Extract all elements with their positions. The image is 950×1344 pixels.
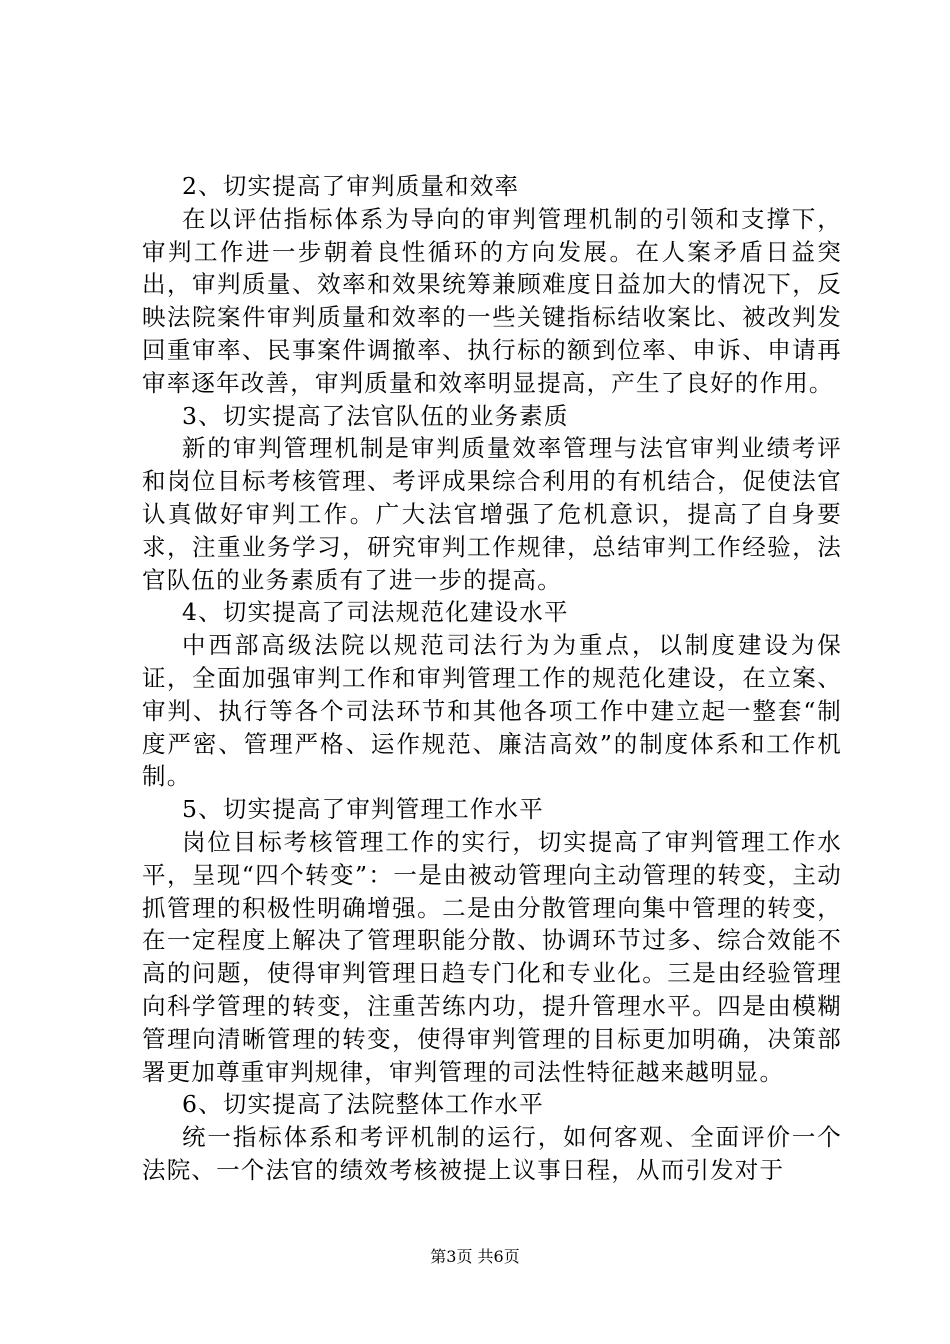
section-heading: 2、切实提高了审判质量和效率 [182, 172, 520, 200]
body-paragraph: 中西部高级法院以规范司法行为为重点，以制度建设为保证，全面加强审判工作和审判管理工作的规范化建设，在立案、审判、执行等各个司法环节和其他各项工作中建立起一整套“制度严密、管理严格、运作规范、廉洁高效”的制度体系和工作机制。 [142, 631, 842, 791]
section-heading: 5、切实提高了审判管理工作水平 [182, 795, 544, 824]
section-heading: 4、切实提高了司法规范化建设水平 [182, 598, 569, 627]
body-paragraph: 岗位目标考核管理工作的实行，切实提高了审判管理工作水平，呈现“四个转变”：一是由被动管理向主动管理的转变，主动抓管理的积极性明确增强。二是由分散管理向集中管理的转变，在一定程度上解决了管理职能分散、协调环节过多、综合效能不高的问题，使得审判管理日趋专门化和专业化。三是由经验管理向科学管理的转变，注重苦练内功，提升管理水平。四是由模糊管理向清晰管理的转变，使得审判管理的目标更加明确，决策部署更加尊重审判规律，审判管理的司法性特征越来越明显。 [142, 827, 842, 1086]
body-paragraph: 在以评估指标体系为导向的审判管理机制的引领和支撑下，审判工作进一步朝着良性循环的方向发展。在人案矛盾日益突出，审判质量、效率和效果统筹兼顾难度日益加大的情况下，反映法院案件审判质量和效率的一些关键指标结收案比、被改判发回重审率、民事案件调撤率、执行标的额到位率、申诉、申请再审率逐年改善，审判质量和效率明显提高，产生了良好的作用。 [142, 204, 842, 397]
body-paragraph: 统一指标体系和考评机制的运行，如何客观、全面评价一个法院、一个法官的绩效考核被提上议事日程，从而引发对于 [142, 1123, 842, 1184]
body-paragraph: 新的审判管理机制是审判质量效率管理与法官审判业绩考评和岗位目标考核管理、考评成果综合利用的有机结合，促使法官认真做好审判工作。广大法官增强了危机意识，提高了自身要求，注重业务学习，研究审判工作规律，总结审判工作经验，法官队伍的业务素质有了进一步的提高。 [142, 434, 842, 594]
section-heading: 3、切实提高了法官队伍的业务素质 [182, 401, 569, 430]
document-body [142, 170, 842, 1187]
section-heading: 6、切实提高了法院整体工作水平 [182, 1090, 544, 1119]
page-footer: 第3页 共6页 [430, 1247, 520, 1266]
